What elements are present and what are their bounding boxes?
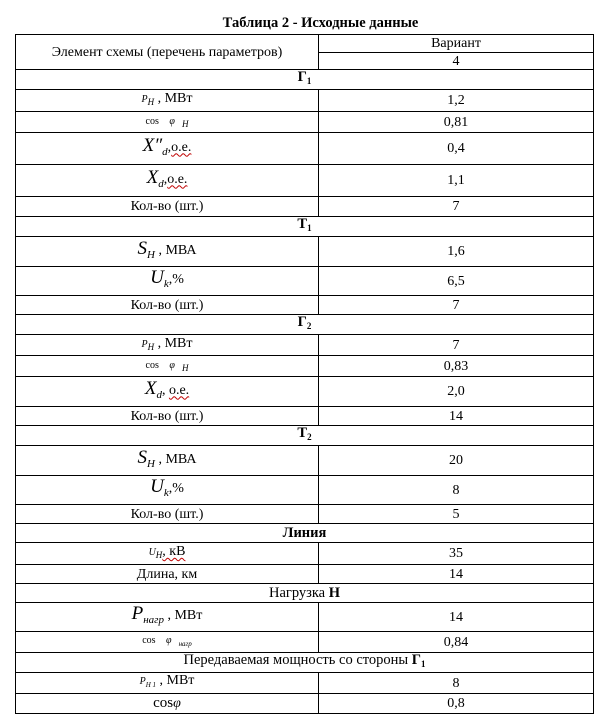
section-g2-title: $Г_2$ (16, 315, 594, 335)
line-length-value: 14 (319, 565, 594, 584)
header-variant-label: Вариант (319, 35, 594, 53)
t1-s-value: 1,6 (319, 237, 594, 267)
transfer-cos-value: 0,8 (319, 694, 594, 714)
g2-power-label: $P_Н$ , МВт (16, 335, 319, 356)
transfer-cos-label: cosφ (16, 694, 319, 714)
g1-xd-label: $X_d,о.е$. (16, 165, 319, 197)
t1-s-label: $S_Н$ , МВА (16, 237, 319, 267)
load-power-value: 14 (319, 603, 594, 632)
t2-uk-label: $U_k,\%$ (16, 476, 319, 505)
load-power-label: $P_{нагр}$ , МВт (16, 603, 319, 632)
g1-cos-value: 0,81 (319, 112, 594, 133)
section-t2-title: $Т_2$ (16, 426, 594, 446)
line-voltage-label: $U_Н$, кВ (16, 543, 319, 565)
g1-power-value: 1,2 (319, 90, 594, 112)
header-element-column: Элемент схемы (перечень параметров) (16, 35, 319, 70)
g1-power-label: $P_Н$ , МВт (16, 90, 319, 112)
t2-count-value: 5 (319, 505, 594, 524)
g2-power-value: 7 (319, 335, 594, 356)
g1-count-value: 7 (319, 197, 594, 217)
g2-xd-value: 2,0 (319, 377, 594, 407)
g1-xd-transient-value: 0,4 (319, 133, 594, 165)
transfer-power-label: $P_{Н 1}$ , МВт (16, 673, 319, 694)
transfer-power-value: 8 (319, 673, 594, 694)
line-length-label: Длина, км (16, 565, 319, 584)
t2-count-label: Кол-во (шт.) (16, 505, 319, 524)
section-g1-title: $Г_1$ (16, 70, 594, 90)
t2-s-value: 20 (319, 446, 594, 476)
header-variant-number: 4 (319, 53, 594, 70)
line-voltage-value: 35 (319, 543, 594, 565)
g2-count-value: 14 (319, 407, 594, 426)
g1-xd-transient-label: $X''_d,о.е$. (16, 133, 319, 165)
g1-cos-label: cos φ $_Н$ (16, 112, 319, 133)
section-line-title: Линия (16, 524, 594, 543)
g1-xd-value: 1,1 (319, 165, 594, 197)
t2-uk-value: 8 (319, 476, 594, 505)
g2-cos-value: 0,83 (319, 356, 594, 377)
t1-uk-value: 6,5 (319, 267, 594, 296)
t1-count-label: Кол-во (шт.) (16, 296, 319, 315)
t1-count-value: 7 (319, 296, 594, 315)
source-data-table (15, 34, 594, 714)
t2-s-label: $S_Н$ , МВА (16, 446, 319, 476)
load-cos-value: 0,84 (319, 632, 594, 653)
g2-cos-label: cos φ $_Н$ (16, 356, 319, 377)
load-cos-label: cos φ $_{нагр}$ (16, 632, 319, 653)
table-caption: Таблица 2 - Исходные данные (222, 15, 419, 31)
section-load-title: Нагрузка Н (16, 584, 594, 603)
g2-count-label: Кол-во (шт.) (16, 407, 319, 426)
g2-xd-label: $X_d$, о.е. (16, 377, 319, 407)
section-t1-title: $Т_1$ (16, 217, 594, 237)
g1-count-label: Кол-во (шт.) (16, 197, 319, 217)
t1-uk-label: $U_k,\%$ (16, 267, 319, 296)
section-transfer-title: Передаваемая мощность со стороны $Г_1$ (16, 653, 594, 673)
